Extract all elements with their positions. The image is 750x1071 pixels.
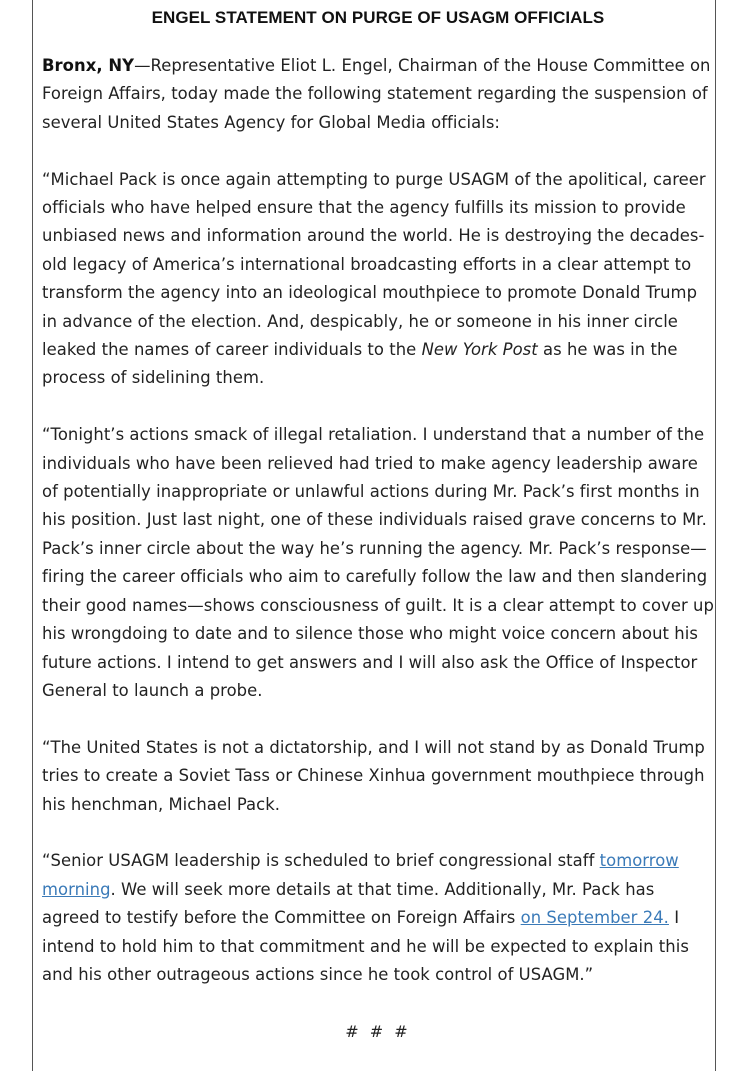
tomorrow-morning-link[interactable]: tomorrow morning	[42, 851, 679, 899]
paragraph-1-text: “Michael Pack is once again attempting to purge USAGM of the apolitical, career officials who have helped ensure that the agency fulfills its mission to provide unbiased news and information around the world. He is destroying the decades-old legacy of America’s international broadcasting efforts in a clear attempt to transform the agency into an ideological mouthpiece to promote Donald Trump in advance of the election. And, despicably, he or someone in his inner circle leaked the names of career individuals to the	[42, 169, 706, 360]
statement-paragraph-3: “The United States is not a dictatorship, and I will not stand by as Donald Trump tries to create a Soviet Tass or Chinese Xinhua government mouthpiece through his henchman, Michael Pack.	[42, 737, 705, 814]
paragraph-1-text-end: as he was in the process of sidelining them.	[42, 340, 678, 388]
end-of-release-mark: # # #	[345, 1021, 411, 1041]
paragraph-4-text: “Senior USAGM leadership is scheduled to brief congressional staff	[42, 851, 600, 871]
statement-paragraph-4	[42, 847, 714, 989]
press-release-title: ENGEL STATEMENT ON PURGE OF USAGM OFFICIALS	[151, 8, 605, 27]
paragraph-4-text-middle: . We will seek more details at that time. Additionally, Mr. Pack has agreed to testify before the Committee on Foreign Affairs	[42, 879, 655, 928]
statement-paragraph-1	[42, 166, 714, 393]
paragraph-4-text-end: I intend to hold him to that commitment and he will be expected to explain this and his other outrageous actions since he took control of USAGM.”	[42, 908, 689, 984]
press-release-page	[32, 0, 716, 1071]
intro-text: —Representative Eliot L. Engel, Chairman of the House Committee on Foreign Affairs, today made the following statement regarding the suspension of several United States Agency for Global Media officials:	[42, 56, 711, 132]
dateline: Bronx, NY	[42, 56, 135, 75]
publication-name: New York Post	[421, 340, 538, 360]
intro-paragraph	[42, 52, 714, 137]
statement-paragraph-2: “Tonight’s actions smack of illegal retaliation. I understand that a number of the individuals who have been relieved had tried to make agency leadership aware of potentially inappropriate or unlawful actions during Mr. Pack’s first months in his position. Just last night, one of these individuals raised grave concerns to Mr. Pack’s inner circle about the way he’s running the agency. Mr. Pack’s response—firing the career officials who aim to carefully follow the law and then slandering their good names—shows consciousness of guilt. It is a clear attempt to cover up his wrongdoing to date and to silence those who might voice concern about his future actions. I intend to get answers and I will also ask the Office of Inspector General to launch a probe.	[42, 425, 714, 700]
press-release-body	[42, 0, 714, 1046]
september-24-link[interactable]: on September 24.	[520, 908, 669, 928]
